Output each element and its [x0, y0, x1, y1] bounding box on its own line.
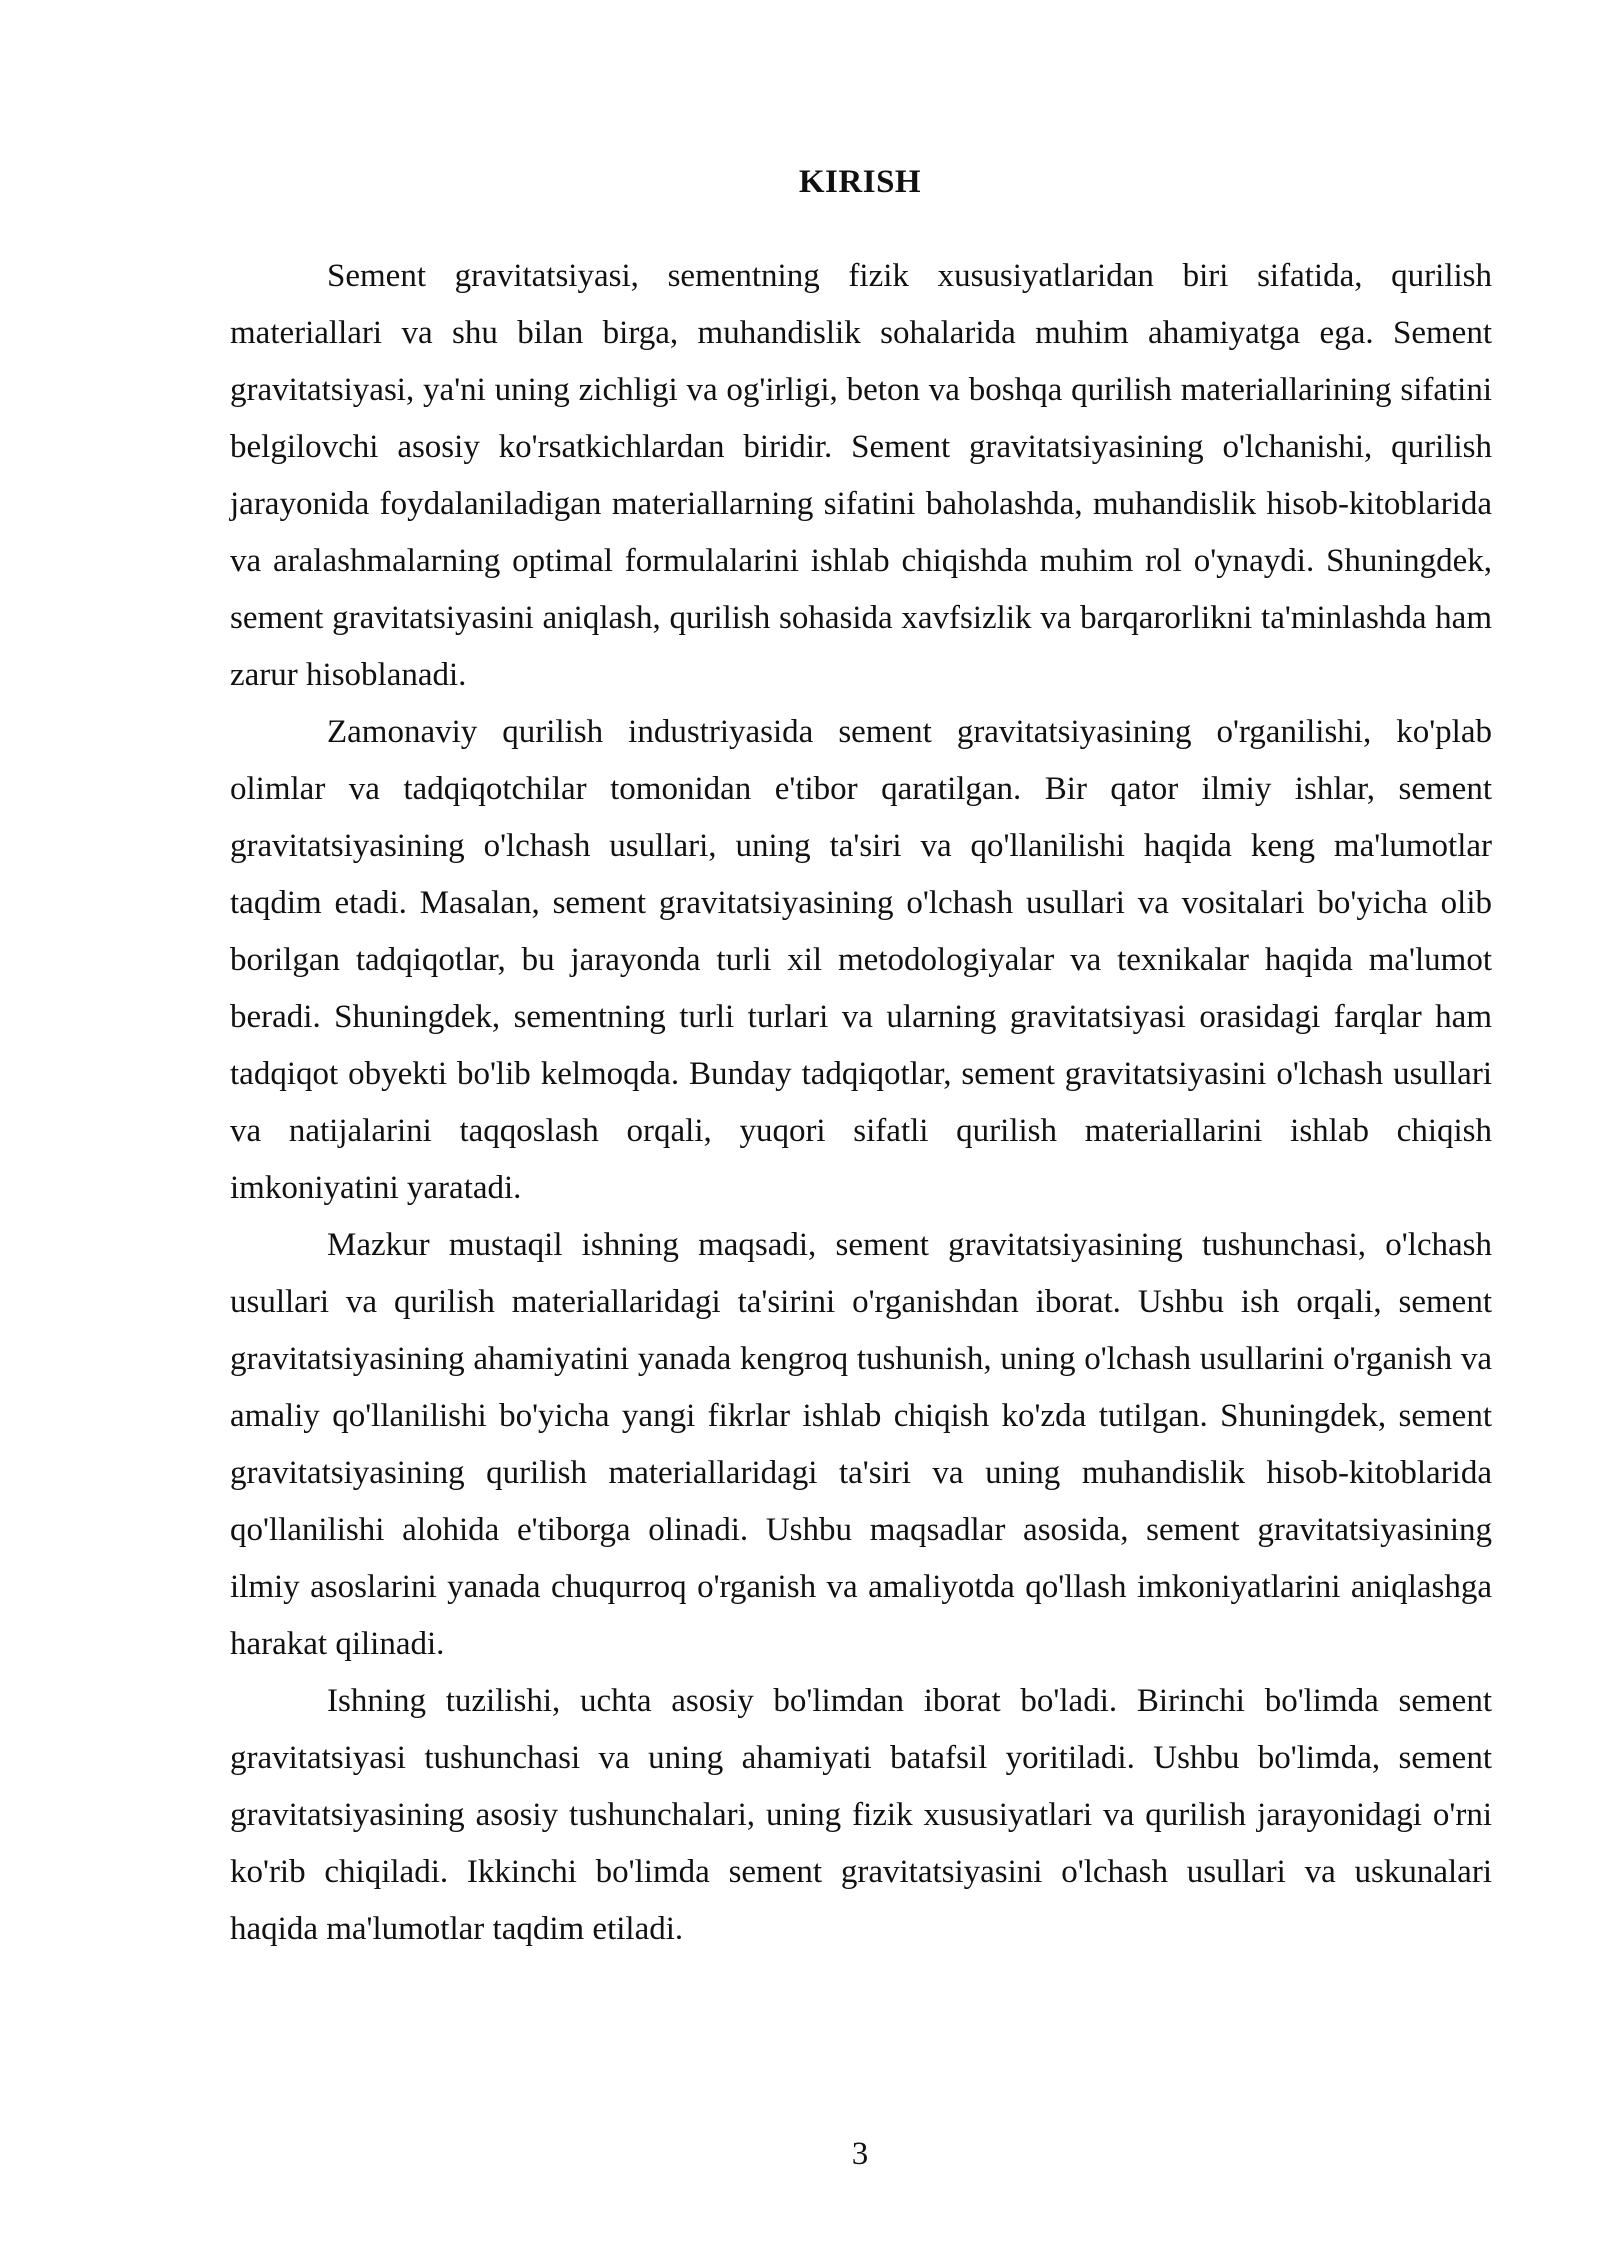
page-number: 3 — [851, 2136, 869, 2172]
paragraph-4: Ishning tuzilishi, uchta asosiy bo'limdan iborat bo'ladi. Birinchi bo'limda sement gravitatsiyasi tushunchasi va uning ahamiyati batafsil yoritiladi. Ushbu bo'limda, sement gravitatsiyasining asosiy tushunchalari, uning fizik xususiyatlari va qurilish jarayonidagi o'rni ko'rib chiqiladi. Ikkinchi bo'limda sement gravitatsiyasini o'lchash usullari va uskunalari haqida ma'lumotlar taqdim etiladi. — [230, 1683, 1492, 1947]
document-body — [230, 248, 1492, 1958]
page-title: KIRISH — [798, 164, 922, 200]
paragraph-1: Sement gravitatsiyasi, sementning fizik xususiyatlaridan biri sifatida, qurilish materiallari va shu bilan birga, muhandislik sohalarida muhim ahamiyatga ega. Sement gravitatsiyasi, ya'ni uning zichligi va og'irligi, beton va boshqa qurilish materiallarining sifatini belgilovchi asosiy ko'rsatkichlardan biridir. Sement gravitatsiyasining o'lchanishi, qurilish jarayonida foydalaniladigan materiallarning sifatini baholashda, muhandislik hisob-kitoblarida va aralashmalarning optimal formulalarini ishlab chiqishda muhim rol o'ynaydi. Shuningdek, sement gravitatsiyasini aniqlash, qurilish sohasida xavfsizlik va barqarorlikni ta'minlashda ham zarur hisoblanadi. — [230, 258, 1492, 693]
paragraph-3: Mazkur mustaqil ishning maqsadi, sement gravitatsiyasining tushunchasi, o'lchash usullari va qurilish materiallaridagi ta'sirini o'rganishdan iborat. Ushbu ish orqali, sement gravitatsiyasining ahamiyatini yanada kengroq tushunish, uning o'lchash usullarini o'rganish va amaliy qo'llanilishi bo'yicha yangi fikrlar ishlab chiqish ko'zda tutilgan. Shuningdek, sement gravitatsiyasining qurilish materiallaridagi ta'siri va uning muhandislik hisob-kitoblarida qo'llanilishi alohida e'tiborga olinadi. Ushbu maqsadlar asosida, sement gravitatsiyasining ilmiy asoslarini yanada chuqurroq o'rganish va amaliyotda qo'llash imkoniyatlarini aniqlashga harakat qilinadi. — [230, 1227, 1492, 1662]
paragraph-2: Zamonaviy qurilish industriyasida sement gravitatsiyasining o'rganilishi, ko'plab olimlar va tadqiqotchilar tomonidan e'tibor qaratilgan. Bir qator ilmiy ishlar, sement gravitatsiyasining o'lchash usullari, uning ta'siri va qo'llanilishi haqida keng ma'lumotlar taqdim etadi. Masalan, sement gravitatsiyasining o'lchash usullari va vositalari bo'yicha olib borilgan tadqiqotlar, bu jarayonda turli xil metodologiyalar va texnikalar haqida ma'lumot beradi. Shuningdek, sementning turli turlari va ularning gravitatsiyasi orasidagi farqlar ham tadqiqot obyekti bo'lib kelmoqda. Bunday tadqiqotlar, sement gravitatsiyasini o'lchash usullari va natijalarini taqqoslash orqali, yuqori sifatli qurilish materiallarini ishlab chiqish imkoniyatini yaratadi. — [230, 714, 1492, 1206]
